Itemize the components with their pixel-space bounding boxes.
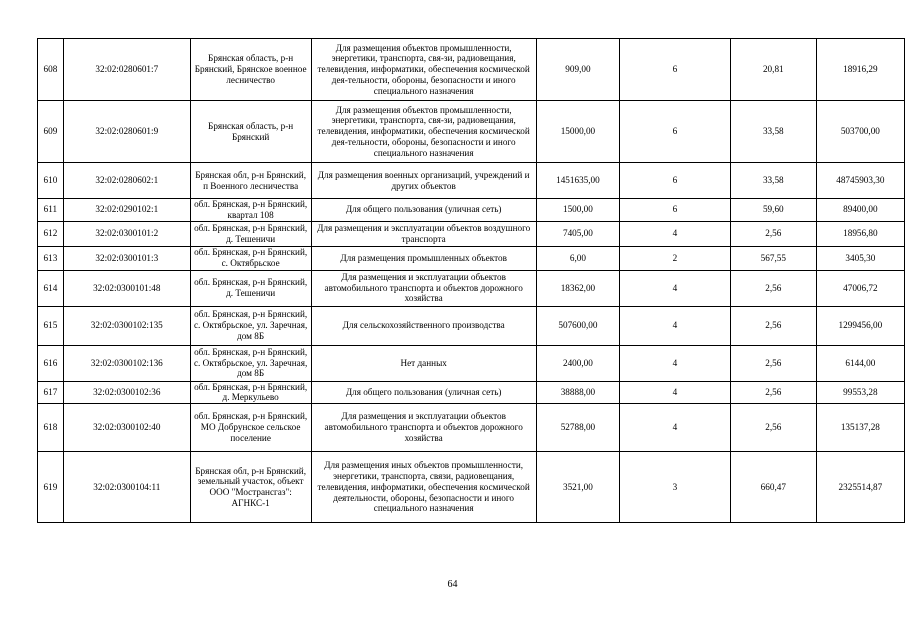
cell-area: 52788,00 <box>536 404 619 452</box>
cadastral-table <box>37 38 905 523</box>
cell-rate: 20,81 <box>730 39 816 101</box>
cell-cadastral-value: 18956,80 <box>816 221 904 246</box>
cell-area: 1451635,00 <box>536 163 619 199</box>
cell-address: обл. Брянская, р-н Брянский, с. Октябрьское, ул. Заречная, дом 8Б <box>190 345 311 381</box>
cell-permitted-use: Для общего пользования (уличная сеть) <box>311 381 536 404</box>
cell-address: Брянская область, р-н Брянский, Брянское военное лесничество <box>190 39 311 101</box>
cell-cadastral-number: 32:02:0300104:11 <box>63 452 190 523</box>
cell-rate: 2,56 <box>730 404 816 452</box>
cell-cadastral-value: 6144,00 <box>816 345 904 381</box>
table-row <box>38 221 905 246</box>
cell-area: 6,00 <box>536 246 619 270</box>
cell-cadastral-value: 47006,72 <box>816 270 904 306</box>
cell-cadastral-value: 503700,00 <box>816 101 904 163</box>
cell-rate: 567,55 <box>730 246 816 270</box>
cell-group: 4 <box>620 404 731 452</box>
cell-rate: 33,58 <box>730 101 816 163</box>
cell-area: 507600,00 <box>536 306 619 345</box>
table-row <box>38 199 905 222</box>
cell-number: 614 <box>38 270 64 306</box>
cell-permitted-use: Для общего пользования (уличная сеть) <box>311 199 536 222</box>
cell-cadastral-value: 2325514,87 <box>816 452 904 523</box>
cell-cadastral-value: 48745903,30 <box>816 163 904 199</box>
cell-group: 4 <box>620 345 731 381</box>
cell-permitted-use: Для размещения объектов промышленности, энергетики, транспорта, свя-зи, радиовещания, телевидения, информатики, обеспечения космической дея-тельности, обороны, безопасности и иного специального назначения <box>311 101 536 163</box>
cell-group: 6 <box>620 163 731 199</box>
cell-cadastral-value: 1299456,00 <box>816 306 904 345</box>
cell-cadastral-number: 32:02:0300101:3 <box>63 246 190 270</box>
cell-number: 615 <box>38 306 64 345</box>
cell-area: 909,00 <box>536 39 619 101</box>
cell-address: обл. Брянская, р-н Брянский, квартал 108 <box>190 199 311 222</box>
cell-number: 618 <box>38 404 64 452</box>
cell-number: 611 <box>38 199 64 222</box>
cell-number: 609 <box>38 101 64 163</box>
cell-area: 15000,00 <box>536 101 619 163</box>
cell-permitted-use: Для размещения и эксплуатации объектов автомобильного транспорта и объектов дорожного хозяйства <box>311 404 536 452</box>
cell-number: 617 <box>38 381 64 404</box>
cell-address: обл. Брянская, р-н Брянский, с. Октябрьское <box>190 246 311 270</box>
cell-permitted-use: Для размещения объектов промышленности, энергетики, транспорта, свя-зи, радиовещания, телевидения, информатики, обеспечения космической дея-тельности, обороны, безопасности и иного специального назначения <box>311 39 536 101</box>
table-row <box>38 404 905 452</box>
table-row <box>38 381 905 404</box>
cell-group: 4 <box>620 221 731 246</box>
cell-cadastral-number: 32:02:0300102:135 <box>63 306 190 345</box>
cell-cadastral-number: 32:02:0300101:48 <box>63 270 190 306</box>
cell-address: обл. Брянская, р-н Брянский, д. Тешеничи <box>190 221 311 246</box>
cell-rate: 660,47 <box>730 452 816 523</box>
cell-group: 6 <box>620 39 731 101</box>
cell-cadastral-value: 135137,28 <box>816 404 904 452</box>
cell-cadastral-value: 89400,00 <box>816 199 904 222</box>
table-row <box>38 163 905 199</box>
cell-permitted-use: Для размещения иных объектов промышленности, энергетики, транспорта, связи, радиовещания, телевидения, информатики, обеспечения космической деятельности, обороны, безопасности и иного специального назначения <box>311 452 536 523</box>
cell-group: 3 <box>620 452 731 523</box>
cell-cadastral-number: 32:02:0300102:36 <box>63 381 190 404</box>
table-row <box>38 101 905 163</box>
cell-area: 3521,00 <box>536 452 619 523</box>
cell-permitted-use: Для размещения и эксплуатации объектов автомобильного транспорта и объектов дорожного хозяйства <box>311 270 536 306</box>
cell-area: 7405,00 <box>536 221 619 246</box>
cell-cadastral-number: 32:02:0300101:2 <box>63 221 190 246</box>
cell-cadastral-value: 3405,30 <box>816 246 904 270</box>
cell-rate: 2,56 <box>730 221 816 246</box>
cell-address: обл. Брянская, р-н Брянский, МО Добрунское сельское поселение <box>190 404 311 452</box>
cell-address: Брянская обл, р-н Брянский, земельный участок, объект ООО "Мострансгаз": АГНКС-1 <box>190 452 311 523</box>
cell-cadastral-number: 32:02:0280601:9 <box>63 101 190 163</box>
cell-cadastral-number: 32:02:0280601:7 <box>63 39 190 101</box>
cell-number: 616 <box>38 345 64 381</box>
cell-permitted-use: Нет данных <box>311 345 536 381</box>
page-number: 64 <box>447 579 458 590</box>
cell-group: 6 <box>620 199 731 222</box>
cell-address: обл. Брянская, р-н Брянский, с. Октябрьское, ул. Заречная, дом 8Б <box>190 306 311 345</box>
cell-address: обл. Брянская, р-н Брянский, д. Тешеничи <box>190 270 311 306</box>
cell-permitted-use: Для размещения военных организаций, учреждений и других объектов <box>311 163 536 199</box>
cell-group: 6 <box>620 101 731 163</box>
cell-address: обл. Брянская, р-н Брянский, д. Меркульево <box>190 381 311 404</box>
cell-number: 612 <box>38 221 64 246</box>
cell-area: 18362,00 <box>536 270 619 306</box>
cell-group: 4 <box>620 270 731 306</box>
cell-area: 38888,00 <box>536 381 619 404</box>
cell-cadastral-number: 32:02:0280602:1 <box>63 163 190 199</box>
cell-permitted-use: Для размещения и эксплуатации объектов воздушного транспорта <box>311 221 536 246</box>
cell-cadastral-value: 18916,29 <box>816 39 904 101</box>
table-row <box>38 452 905 523</box>
cell-rate: 33,58 <box>730 163 816 199</box>
table-row <box>38 246 905 270</box>
cell-address: Брянская обл, р-н Брянский, п Военного лесничества <box>190 163 311 199</box>
cell-number: 619 <box>38 452 64 523</box>
cell-cadastral-number: 32:02:0300102:136 <box>63 345 190 381</box>
cell-rate: 2,56 <box>730 345 816 381</box>
table-row <box>38 270 905 306</box>
cell-number: 608 <box>38 39 64 101</box>
cell-number: 610 <box>38 163 64 199</box>
cell-group: 4 <box>620 381 731 404</box>
table-row <box>38 306 905 345</box>
cell-number: 613 <box>38 246 64 270</box>
cell-area: 2400,00 <box>536 345 619 381</box>
cell-group: 4 <box>620 306 731 345</box>
cell-rate: 2,56 <box>730 270 816 306</box>
cell-permitted-use: Для размещения промышленных объектов <box>311 246 536 270</box>
cell-permitted-use: Для сельскохозяйственного производства <box>311 306 536 345</box>
cell-group: 2 <box>620 246 731 270</box>
cell-cadastral-number: 32:02:0290102:1 <box>63 199 190 222</box>
table-row <box>38 345 905 381</box>
table-row <box>38 39 905 101</box>
cell-area: 1500,00 <box>536 199 619 222</box>
cell-cadastral-value: 99553,28 <box>816 381 904 404</box>
cell-address: Брянская область, р-н Брянский <box>190 101 311 163</box>
cell-rate: 59,60 <box>730 199 816 222</box>
cell-cadastral-number: 32:02:0300102:40 <box>63 404 190 452</box>
cell-rate: 2,56 <box>730 381 816 404</box>
table-body <box>38 39 905 523</box>
cell-rate: 2,56 <box>730 306 816 345</box>
